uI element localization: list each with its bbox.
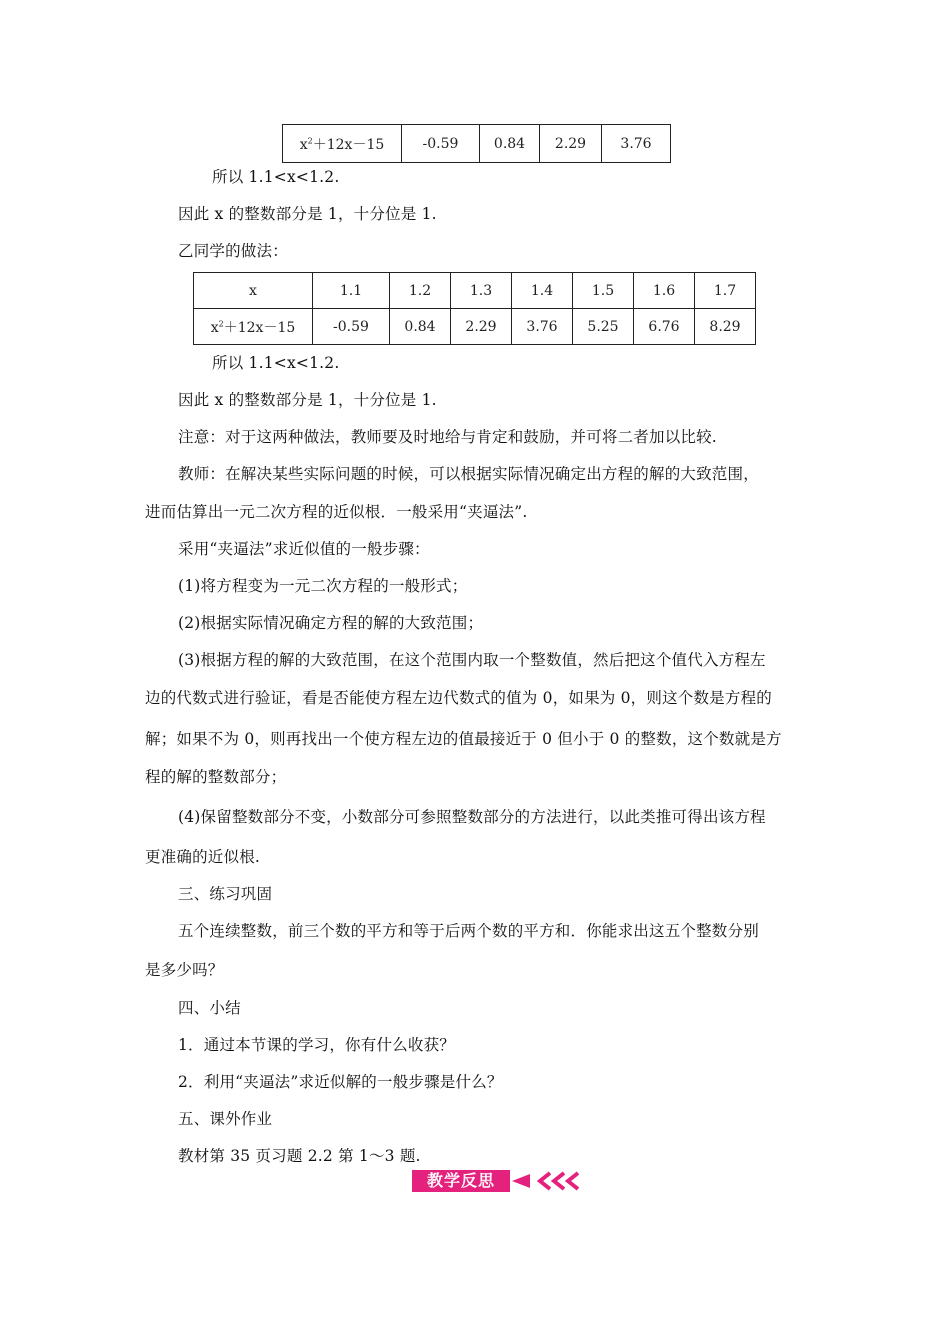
section-heading: 四、小结 [178, 999, 241, 1017]
text-line: (2)根据实际情况确定方程的解的大致范围； [178, 614, 484, 632]
text-line: 因此 x 的整数部分是 1，十分位是 1. [178, 205, 437, 223]
text-line: 教师：在解决某些实际问题的时候，可以根据实际情况确定出方程的解的大致范围， [178, 465, 759, 483]
table-cell: 1.3 [451, 273, 512, 309]
table-cell: -0.59 [402, 125, 480, 163]
teaching-reflection-banner [412, 1170, 582, 1192]
chevrons-left-icon [510, 1170, 590, 1192]
table-cell: 8.29 [695, 309, 756, 345]
table-cell: 1.4 [512, 273, 573, 309]
list-item: 2．利用“夹逼法”求近似解的一般步骤是什么？ [178, 1073, 503, 1091]
table-cell: 1.7 [695, 273, 756, 309]
text-line: (1)将方程变为一元二次方程的一般形式； [178, 577, 468, 595]
table-cell: 0.84 [480, 125, 540, 163]
table-cell: 0.84 [390, 309, 451, 345]
table-cell-expression: $x^2+12x-15$ [194, 309, 313, 345]
table-cell: 2.29 [451, 309, 512, 345]
table-cell: 5.25 [573, 309, 634, 345]
table-cell: 3.76 [512, 309, 573, 345]
text-line: 注意：对于这两种做法，教师要及时地给与肯定和鼓励，并可将二者加以比较. [178, 428, 717, 446]
text-line: 所以 1.1<x<1.2. [212, 168, 340, 186]
table-yi-method [193, 272, 756, 345]
text-line: 因此 x 的整数部分是 1，十分位是 1. [178, 391, 437, 409]
table-cell: 6.76 [634, 309, 695, 345]
table-cell: 1.6 [634, 273, 695, 309]
table-row [283, 125, 671, 163]
text-line: (3)根据方程的解的大致范围，在这个范围内取一个整数值，然后把这个值代入方程左 [178, 651, 766, 669]
list-item: 1．通过本节课的学习，你有什么收获？ [178, 1036, 455, 1054]
table-cell: 3.76 [602, 125, 671, 163]
text-line: 边的代数式进行验证，看是否能使方程左边代数式的值为 0，如果为 0，则这个数是方程的 [145, 689, 772, 707]
table-cell: 1.1 [313, 273, 390, 309]
table-jia-partial [282, 124, 671, 163]
section-heading: 三、练习巩固 [178, 885, 273, 903]
table-row [194, 273, 756, 309]
section-heading: 五、课外作业 [178, 1110, 273, 1128]
text-line: 乙同学的做法： [178, 242, 288, 260]
text-line: 程的解的整数部分； [145, 768, 287, 786]
text-line: 五个连续整数，前三个数的平方和等于后两个数的平方和．你能求出这五个整数分别 [178, 922, 759, 940]
text-line: (4)保留整数部分不变，小数部分可参照整数部分的方法进行，以此类推可得出该方程 [178, 808, 766, 826]
text-line: 教材第 35 页习题 2.2 第 1～3 题. [178, 1147, 421, 1165]
table-cell: -0.59 [313, 309, 390, 345]
table-cell: 1.5 [573, 273, 634, 309]
text-line: 进而估算出一元二次方程的近似根．一般采用“夹逼法”. [145, 503, 528, 521]
text-line: 是多少吗？ [145, 961, 224, 979]
text-line: 更准确的近似根. [145, 848, 261, 866]
text-line: 采用“夹逼法”求近似值的一般步骤： [178, 540, 430, 558]
text-line: 解；如果不为 0，则再找出一个使方程左边的值最接近于 0 但小于 0 的整数，这个数就是方 [145, 730, 782, 748]
text-line: 所以 1.1<x<1.2. [212, 354, 340, 372]
table-cell: 2.29 [540, 125, 602, 163]
table-row [194, 309, 756, 345]
table-cell: 1.2 [390, 273, 451, 309]
table-cell: x [194, 273, 313, 309]
banner-label: 教学反思 [412, 1170, 510, 1192]
table-cell-expression: $x^2+12x-15$ [283, 125, 402, 163]
